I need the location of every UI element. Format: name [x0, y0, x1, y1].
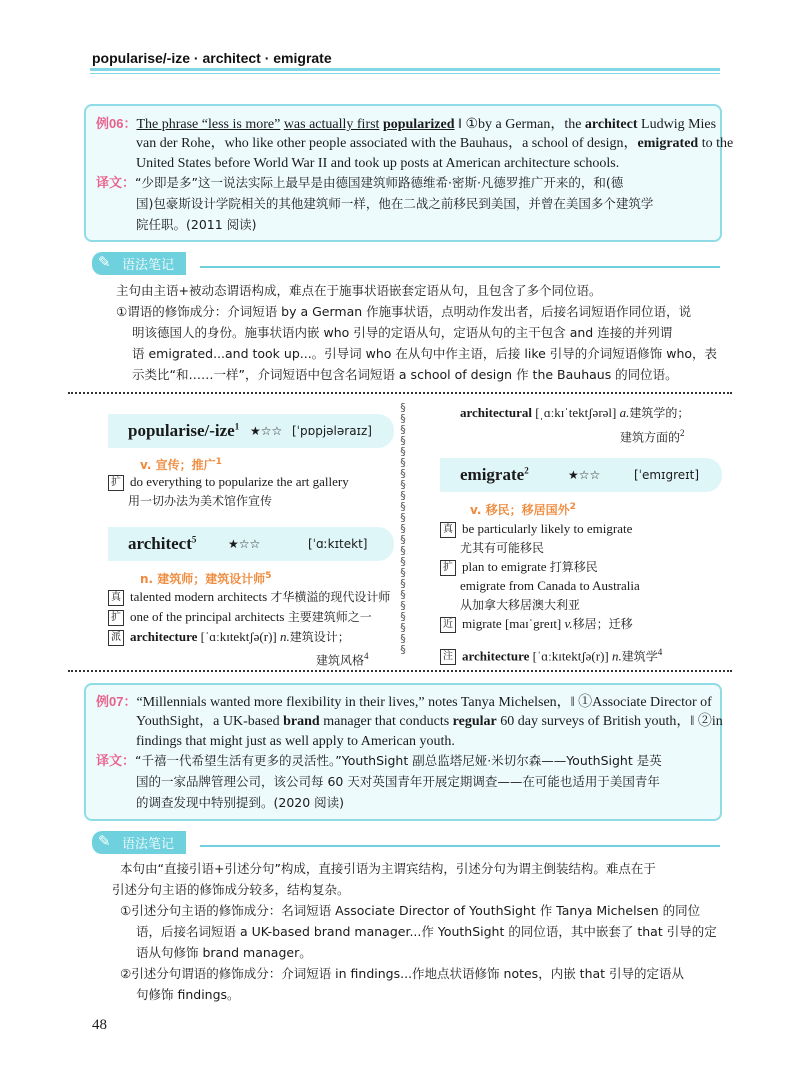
word-card-emigrate [440, 458, 722, 492]
example-06-translation-1: 译文：“少即是多”这一说法实际上最早是由德国建筑师路德维希·密斯·凡德罗推广开来的，和(德 [96, 175, 624, 190]
example-row: 真 talented modern architects 才华横溢的现代设计师 [108, 588, 390, 606]
frequency-stars: ★☆☆ [250, 424, 283, 438]
example-07-translation-3: 的调查发现中特别提到。(2020 阅读) [136, 795, 345, 810]
header-rule [90, 68, 720, 71]
headword: emigrate$^2$ [460, 465, 529, 484]
phonetic: [ˈpɒpjələraɪz] [292, 424, 372, 438]
column-divider: § § § § § § § § § § § § § § § § § § § § § § § [400, 402, 406, 656]
example-row: 派 architecture [ˈɑːkɪtektʃə(r)] n.建筑设计； [108, 628, 350, 646]
example-row-cn: 尤其有可能移民 [460, 541, 545, 555]
grammar-note-1: 主句由主语+被动态谓语构成，难点在于施事状语嵌套定语从句，且包含了多个同位语。 ①谓语的修饰成分：介词短语 by a German 作施事状语，点明动作发出者，后接名词短语作同位语，说 明该德国人的身份。施事状语内嵌 who 引导的定语从句，定语从句的主干包含 and 连接的并列谓 语 emigrated...and took up...。引导词 who 在从句中作主语，后接 like 引导的介词短语修饰 who，表 示类比“和……一样”，介词短语中包含名词短语 a school of design 作 the Bauhaus 的同位语。 [116, 283, 718, 382]
example-row: 扩 plan to emigrate 打算移民 [440, 558, 598, 576]
example-label: 例07： [96, 694, 137, 709]
example-07-translation-2: 国的一家品牌管理公司，该公司每 60 天对英国青年开展定期调查——在可能也适用于美国青年 [136, 774, 660, 789]
example-label: 例06： [96, 116, 137, 131]
example-row: 真 be particularly likely to emigrate [440, 520, 632, 538]
example-07-translation-1: 译文：“千禧一代希望生活有更多的灵活性。”YouthSight 副总监塔尼娅·米切尔森——YouthSight 是英 [96, 753, 662, 768]
running-head: popularise/-ize · architect · emigrate [92, 50, 332, 66]
example-07-line1: 例07：“Millennials wanted more flexibility in their lives,” notes Tanya Michelsen，‖ ①Associate Director of [96, 694, 712, 710]
example-06-translation-2: 国)包豪斯设计学院相关的其他建筑师一样，他在二战之前移民到美国，并曾在美国多个建筑学 [136, 196, 654, 211]
frequency-stars: ★☆☆ [568, 468, 601, 482]
note-rule [200, 266, 720, 268]
grammar-note-tag: ✎ 语法笔记 [92, 252, 186, 275]
frequency-stars: ★☆☆ [228, 537, 261, 551]
example-row: 扩 do everything to popularize the art gallery [108, 473, 349, 491]
page-number: 48 [92, 1017, 107, 1033]
word-card-architect [108, 527, 394, 561]
note-rule [200, 845, 720, 847]
pen-icon: ✎ [98, 832, 111, 850]
example-row: 扩 one of the principal architects 主要建筑师之一 [108, 608, 372, 626]
example-06-translation-3: 院任职。(2011 阅读) [136, 217, 257, 232]
example-row: 近 migrate [maɪˈgreɪt] v.移居；迁移 [440, 615, 633, 633]
entry-architectural-cn: 建筑方面的$^2$ [620, 428, 685, 445]
example-06-line2: van der Rohe，who like other people associated with the Bauhaus，a school of design，emigrated to the [136, 136, 734, 151]
entry-architectural: architectural [ˌɑːkɪˈtektʃərəl] a.建筑学的； [460, 405, 690, 420]
section-divider-bottom [68, 670, 732, 672]
part-of-speech: v. 移民；移居国外$^2$ [470, 502, 576, 517]
example-row: emigrate from Canada to Australia [460, 578, 640, 593]
example-07-line2: YouthSight，a UK-based brand manager that conducts regular 60 day surveys of British youth，‖ ②in [136, 714, 723, 729]
phonetic: [ˈemɪgreɪt] [634, 468, 700, 482]
headword: popularise/-ize$^1$ [128, 421, 240, 440]
example-row: 注 architecture [ˈɑːkɪtektʃə(r)] n.建筑学$^4$ [440, 643, 662, 665]
phonetic: [ˈɑːkɪtekt] [308, 537, 368, 551]
part-of-speech: v. 宣传；推广$^1$ [140, 457, 222, 472]
example-row-cn: 用一切办法为美术馆作宣传 [128, 494, 273, 508]
word-card-popularise [108, 414, 394, 448]
part-of-speech: n. 建筑师；建筑设计师$^5$ [140, 571, 272, 586]
example-row-cn: 从加拿大移居澳大利亚 [460, 598, 581, 612]
example-06-line1: 例06：The phrase “less is more” was actually first popularized ‖ ①by a German，the architect Ludwig Mies [96, 116, 717, 132]
pen-icon: ✎ [98, 253, 111, 271]
headword: architect$^5$ [128, 534, 197, 553]
example-07-line3: findings that might just as well apply to American youth. [136, 734, 455, 749]
header-rule-thin [90, 73, 720, 74]
section-divider-top [68, 392, 732, 394]
grammar-note-2: 本句由“直接引语+引述分句”构成，直接引语为主谓宾结构，引述分句为谓主倒装结构。难点在于 引述分句主语的修饰成分较多，结构复杂。 ①引述分句主语的修饰成分：名词短语 Associate Director of YouthSight 作 Tanya Michelsen 的同位 语，后接名词短语 a UK-based brand manager...作 YouthSight 的同位语，其中嵌套了 that 引导的定 语从句修饰 brand manager。 ②引述分句谓语的修饰成分：介词短语 in findings...作地点状语修饰 notes，内嵌 that 引导的定语从 句修饰 findings。 [112, 861, 717, 1002]
grammar-note-tag: ✎ 语法笔记 [92, 831, 186, 854]
example-row-cn: 建筑风格$^4$ [316, 651, 369, 668]
example-06-line3: United States before World War II and took up posts at American architecture schools. [136, 156, 620, 171]
